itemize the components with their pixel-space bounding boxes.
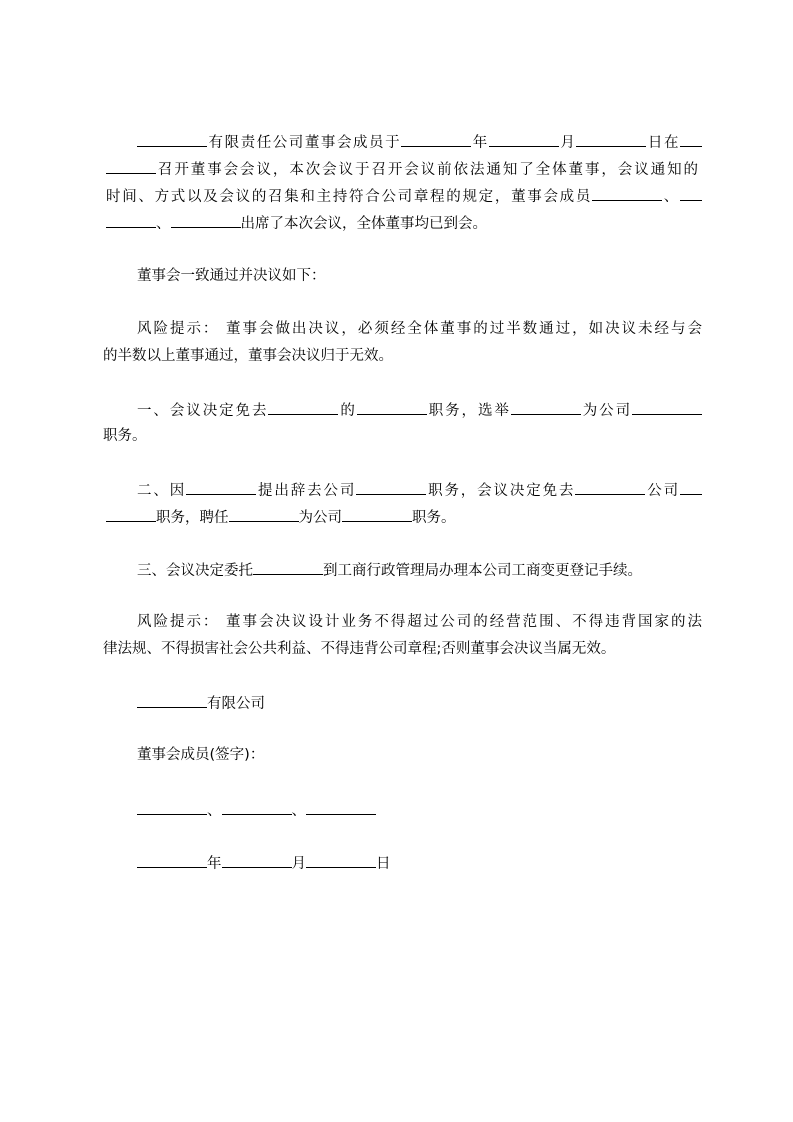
blank: [357, 399, 427, 415]
blank: [356, 479, 426, 495]
blank-member-2-end: [106, 212, 156, 228]
blank: [511, 399, 581, 415]
opening-line-3: [106, 185, 702, 207]
item-text: 一、会议决定免去: [137, 403, 269, 419]
blank-member-1: [592, 185, 662, 201]
opening-text: 出席了本次会议，全体董事均已到会。: [240, 216, 487, 232]
item-1-line-1: [137, 399, 702, 421]
blank-company-name: [137, 131, 207, 147]
risk-note-text: 风险提示： 董事会决议设计业务不得超过公司的经营范围、不得违背国家的法: [137, 614, 702, 630]
item-2-line-1: [137, 479, 702, 501]
separator: 、: [662, 189, 680, 205]
day-label: 日: [376, 856, 391, 872]
blank: [229, 506, 299, 522]
blank-place-start: [680, 131, 702, 147]
item-text: 为公司: [580, 403, 633, 419]
blank-year: [401, 131, 471, 147]
blank-company-name: [137, 692, 207, 708]
risk-note-text: 律法规、不得损害社会公共利益、不得违背公司章程;否则董事会决议当属无效。: [103, 641, 616, 657]
risk-note-2-line-1: [137, 612, 702, 632]
blank: [253, 559, 323, 575]
blank: [680, 479, 702, 495]
signature-date: [137, 852, 733, 874]
item-3-line-1: [137, 559, 733, 581]
item-text: 职务，聘任: [156, 510, 229, 526]
item-2-line-2: [106, 506, 702, 528]
item-text: 二、因: [137, 483, 187, 499]
opening-line-2: [106, 158, 698, 180]
blank-member-3: [171, 212, 241, 228]
risk-note-text: 的半数以上董事通过，董事会决议归于无效。: [103, 348, 393, 364]
blank: [342, 506, 412, 522]
company-label: 有限公司: [207, 696, 265, 712]
resolution-intro: [137, 266, 733, 286]
item-text: 职务。: [103, 428, 147, 444]
item-text: 提出辞去公司: [256, 483, 357, 499]
opening-line-4: [106, 212, 702, 234]
resolution-intro-text: 董事会一致通过并决议如下：: [137, 268, 326, 284]
blank-signature-3: [306, 799, 376, 815]
month-label: 月: [291, 856, 306, 872]
blank: [186, 479, 256, 495]
blank-month: [489, 131, 559, 147]
separator: 、: [156, 216, 171, 232]
blank: [632, 399, 702, 415]
signature-members-blanks: [137, 799, 733, 821]
item-text: 公司: [645, 483, 681, 499]
item-text: 职务。: [412, 510, 456, 526]
blank-place-end: [106, 158, 156, 174]
opening-text: 召开董事会会议，本次会议于召开会议前依法通知了全体董事，会议通知的: [156, 162, 698, 178]
item-text: 的: [338, 403, 357, 419]
item-text: 三、会议决定委托: [137, 563, 253, 579]
year-label: 年: [207, 856, 222, 872]
blank-month: [222, 852, 292, 868]
item-text: 职务，选举: [426, 403, 511, 419]
risk-note-2-line-2: [103, 639, 699, 659]
blank-signature-2: [222, 799, 292, 815]
separator: 、: [291, 803, 306, 819]
blank: [268, 399, 338, 415]
members-label: 董事会成员(签字)：: [137, 747, 265, 763]
signature-members-label: [137, 745, 733, 765]
signature-company: [137, 692, 733, 714]
item-text: 为公司: [298, 510, 342, 526]
opening-text: 有限责任公司董事会成员于: [207, 135, 402, 151]
blank-member-2-start: [680, 185, 702, 201]
item-1-line-2: [103, 426, 699, 446]
blank: [106, 506, 156, 522]
month-label: 月: [558, 135, 577, 151]
blank-signature-1: [137, 799, 207, 815]
blank-year: [137, 852, 207, 868]
blank: [575, 479, 645, 495]
risk-note-1-line-1: [137, 319, 702, 339]
risk-note-1-line-2: [103, 346, 699, 366]
day-label: 日在: [646, 135, 681, 151]
item-text: 职务，会议决定免去: [426, 483, 576, 499]
risk-note-text: 风险提示： 董事会做出决议，必须经全体董事的过半数通过，如决议未经与会: [137, 321, 702, 337]
item-text: 到工商行政管理局办理本公司工商变更登记手续。: [323, 563, 642, 579]
year-label: 年: [471, 135, 489, 151]
blank-day: [576, 131, 646, 147]
separator: 、: [207, 803, 222, 819]
opening-text: 时间、方式以及会议的召集和主持符合公司章程的规定，董事会成员: [106, 189, 593, 205]
blank-day: [306, 852, 376, 868]
opening-line-1: [137, 131, 702, 153]
